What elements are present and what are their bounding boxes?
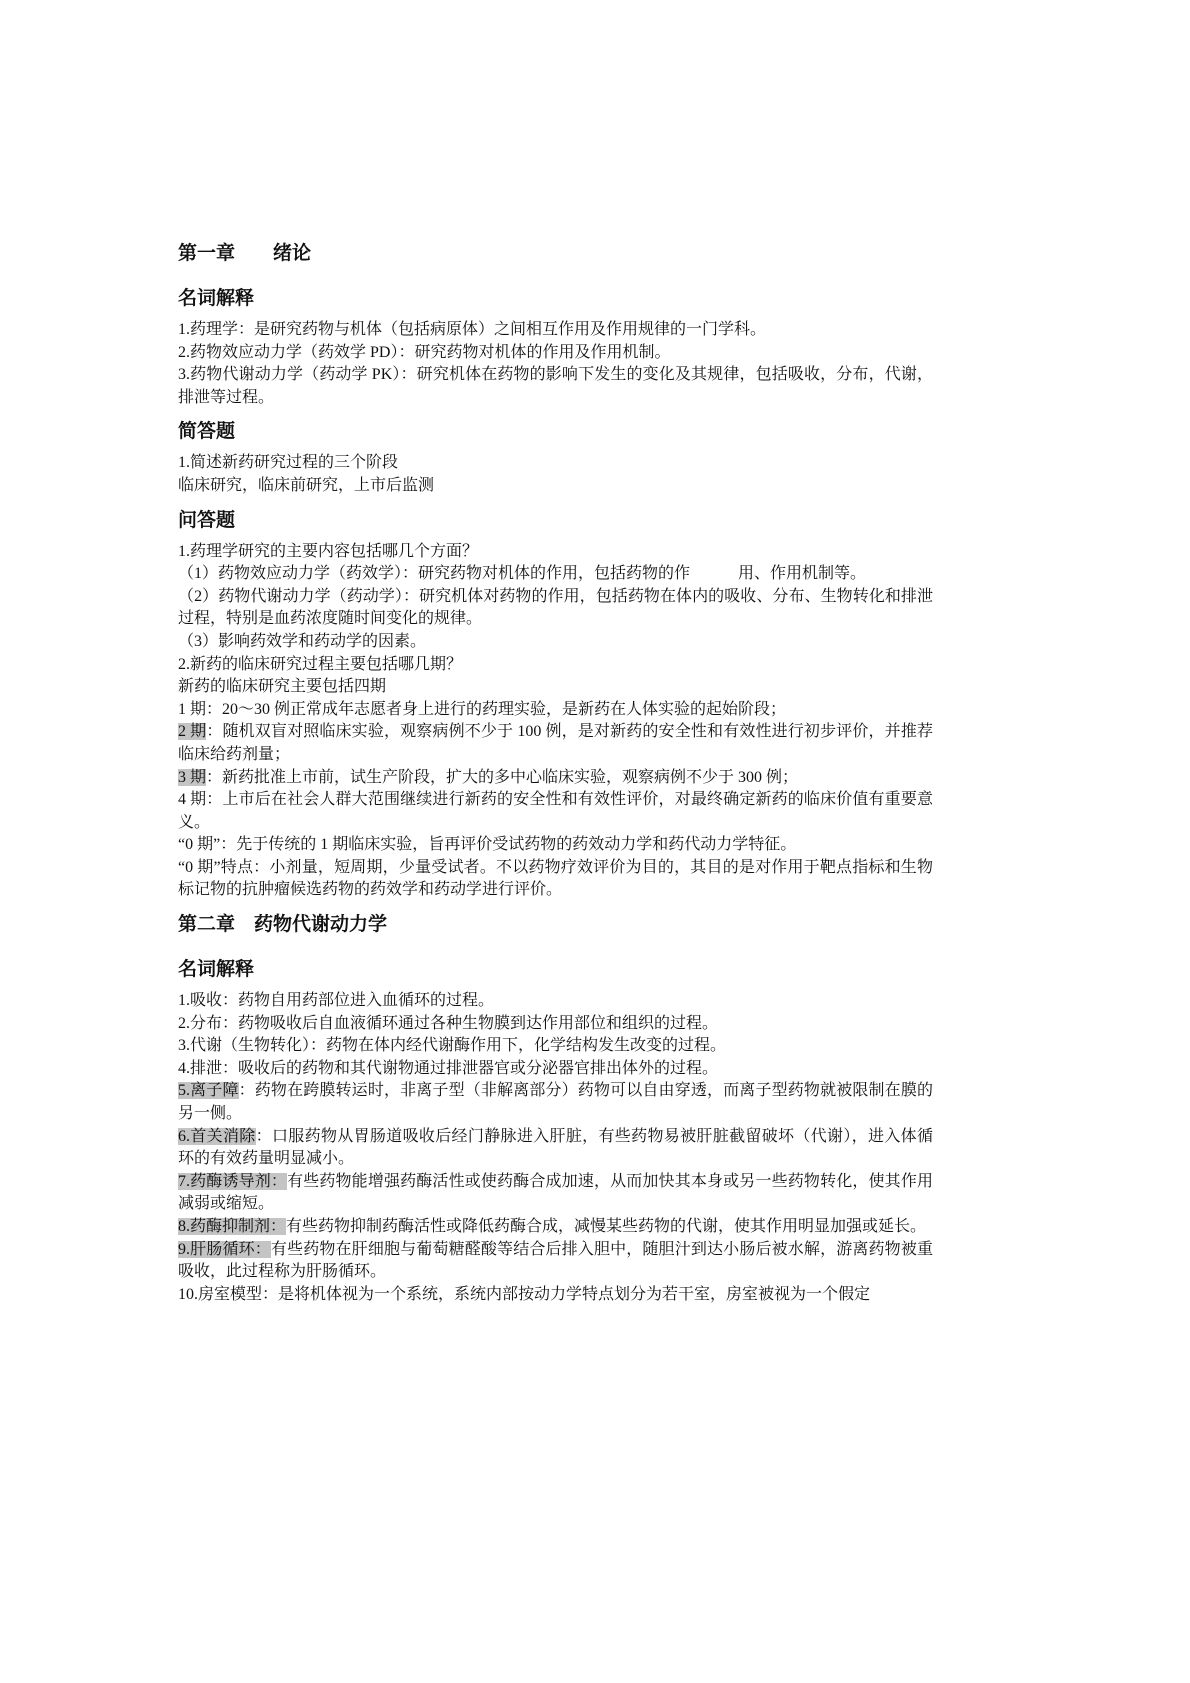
paragraph (178, 1216, 933, 1239)
section-heading: 名词解释 (178, 958, 255, 981)
paragraph: 2.分布：药物吸收后自血液循环通过各种生物膜到达作用部位和组织的过程。 (178, 1014, 719, 1032)
section-heading: 名词解释 (178, 287, 255, 309)
document-page (178, 240, 933, 1306)
paragraph: （1）药物效应动力学（药效学）：研究药物对机体的作用，包括药物的作 用、作用机制等。 (178, 565, 867, 583)
paragraph-text: ：新药批准上市前，试生产阶段，扩大的多中心临床实验，观察病例不少于 300 例； (206, 768, 799, 786)
paragraph-text: ：药物在跨膜转运时，非离子型（非解离部分）药物可以自由穿透，而离子型药物就被限制在膜的另一侧。 (178, 1082, 933, 1123)
paragraph-text: 有些药物在肝细胞与葡萄糖醛酸等结合后排入胆中，随胆汁到达小肠后被水解，游离药物被重吸收，此过程称为肝肠循环。 (178, 1240, 933, 1281)
paragraph (178, 1080, 933, 1125)
paragraph (178, 1239, 933, 1284)
paragraph: “0 期”：先于传统的 1 期临床实验，旨再评价受试药物的药效动力学和药代动力学特征。 (178, 836, 797, 854)
paragraph: 1.药理学研究的主要内容包括哪几个方面？ (178, 542, 479, 560)
highlighted-term: 8.药酶抑制剂： (178, 1218, 287, 1235)
paragraph-text: ：随机双盲对照临床实验，观察病例不少于 100 例，是对新药的安全性和有效性进行初步评价，并推荐临床给药剂量； (178, 723, 933, 763)
paragraph (178, 721, 933, 766)
paragraph: （3）影响药效学和药动学的因素。 (178, 632, 427, 650)
paragraph-text: 有些药物抑制药酶活性或降低药酶合成，减慢某些药物的代谢，使其作用明显加强或延长。 (286, 1218, 927, 1235)
paragraph: 1.药理学：是研究药物与机体（包括病原体）之间相互作用及作用规律的一门学科。 (178, 321, 767, 338)
paragraph-text: 有些药物能增强药酶活性或使药酶合成加速，从而加快其本身或另一些药物转化，使其作用减弱或缩短。 (178, 1172, 933, 1213)
paragraph: 4 期：上市后在社会人群大范围继续进行新药的安全性和有效性评价，对最终确定新药的临床价值有重要意义。 (178, 791, 933, 831)
section-heading: 问答题 (178, 508, 236, 531)
paragraph: 3.代谢（生物转化）：药物在体内经代谢酶作用下，化学结构发生改变的过程。 (178, 1037, 727, 1055)
paragraph: （2）药物代谢动力学（药动学）：研究机体对药物的作用，包括药物在体内的吸收、分布、生物转化和排泄过程，特别是血药浓度随时间变化的规律。 (178, 587, 933, 628)
paragraph: 2.新药的临床研究过程主要包括哪几期？ (178, 655, 463, 673)
paragraph: 4.排泄：吸收后的药物和其代谢物通过排泄器官或分泌器官排出体外的过程。 (178, 1059, 719, 1077)
paragraph (178, 1126, 933, 1171)
section-heading: 简答题 (178, 420, 236, 443)
paragraph-text: ：口服药物从胃肠道吸收后经门静脉进入肝脏，有些药物易被肝脏截留破坏（代谢），进入体循环的有效药量明显减小。 (178, 1127, 933, 1168)
paragraph: 新药的临床研究主要包括四期 (178, 678, 387, 696)
highlighted-term: 7.药酶诱导剂： (178, 1172, 288, 1190)
highlighted-term: 5.离子障 (178, 1082, 239, 1100)
highlighted-term: 3 期 (178, 768, 207, 786)
paragraph: 1.简述新药研究过程的三个阶段 (178, 454, 399, 472)
paragraph: “0 期”特点：小剂量，短周期，少量受试者。不以药物疗效评价为目的，其目的是对作用于靶点指标和生物标记物的抗肿瘤候选药物的药效学和药动学进行评价。 (178, 858, 933, 899)
paragraph: 3.药物代谢动力学（药动学 PK）：研究机体在药物的影响下发生的变化及其规律，包括吸收，分布，代谢，排泄等过程。 (178, 366, 933, 406)
paragraph (178, 767, 933, 790)
paragraph (178, 1171, 933, 1216)
highlighted-term: 2 期 (178, 723, 207, 741)
chapter-title: 第一章 绪论 (178, 242, 312, 264)
paragraph: 1.吸收：药物自用药部位进入血循环的过程。 (178, 992, 495, 1010)
paragraph: 10.房室模型：是将机体视为一个系统，系统内部按动力学特点划分为若干室，房室被视为一个假定 (178, 1285, 871, 1303)
paragraph: 临床研究，临床前研究，上市后监测 (178, 476, 435, 494)
chapter-title: 第二章 药物代谢动力学 (178, 913, 388, 936)
paragraph: 1 期：20～30 例正常成年志愿者身上进行的药理实验，是新药在人体实验的起始阶段； (178, 700, 787, 718)
paragraph: 2.药物效应动力学（药效学 PD）：研究药物对机体的作用及作用机制。 (178, 343, 671, 361)
highlighted-term: 9.肝肠循环： (178, 1240, 271, 1258)
highlighted-term: 6.首关消除 (178, 1127, 256, 1145)
